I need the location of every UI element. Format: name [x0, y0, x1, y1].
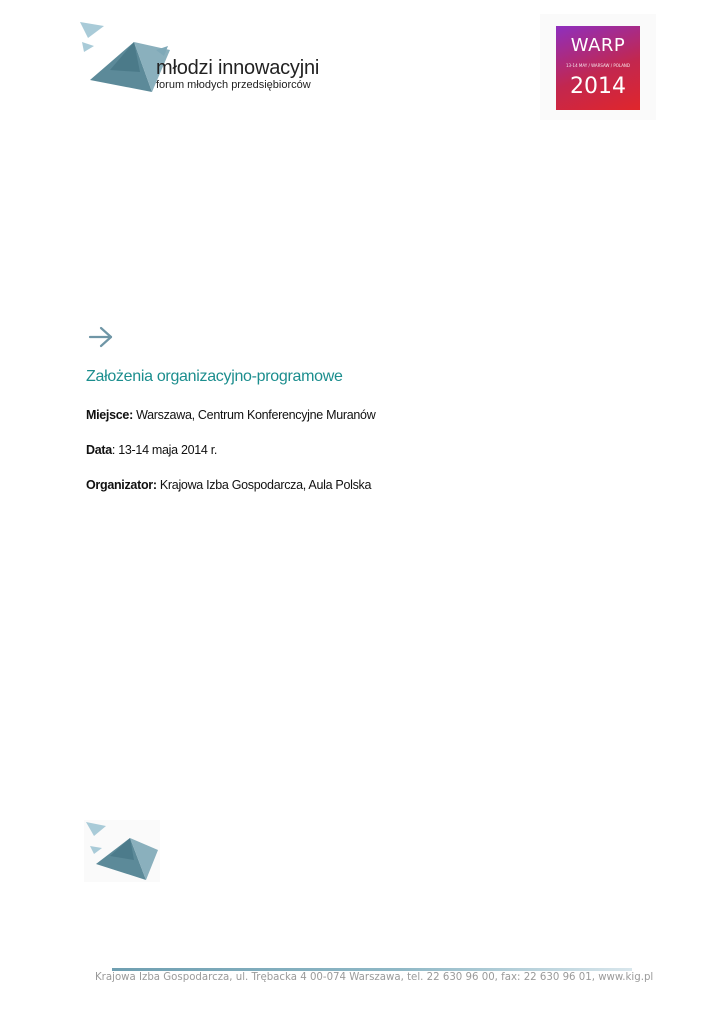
info-date-value: : 13-14 maja 2014 r. [111, 443, 218, 457]
footer-address: Krajowa Izba Gospodarcza, ul. Trębacka 4 00-074 Warszawa, tel. 22 630 96 00, fax: 22 630 96 01, www.kig.pl [95, 972, 654, 983]
info-place-label: Miejsce: [86, 408, 133, 422]
warp-2014-badge [556, 26, 640, 110]
info-organizer-value: Krajowa Izba Gospodarcza, Aula Polska [156, 478, 372, 492]
logo-subtitle: forum młodych przedsiębiorców [156, 79, 311, 91]
info-organizer-label: Organizator: [86, 478, 157, 492]
info-place-value: Warszawa, Centrum Konferencyjne Muranów [132, 408, 376, 422]
logo-title: młodzi innowacyjni [156, 57, 320, 79]
warp-badge-container [540, 14, 656, 120]
warp-year: 2014 [570, 74, 626, 99]
info-place [86, 408, 375, 422]
info-organizer [86, 478, 371, 492]
footer-divider [112, 968, 632, 971]
logo-triangles-icon [84, 820, 160, 882]
warp-date-line: 13-14 MAY / WARSAW / POLAND [565, 63, 631, 68]
info-date [86, 443, 217, 457]
warp-name: WARP [570, 35, 626, 56]
document-heading: Założenia organizacyjno-programowe [86, 368, 343, 385]
bottom-logo-mark [84, 820, 160, 882]
info-date-label: Data [86, 443, 112, 457]
arrow-right-icon [88, 326, 114, 353]
mlodzi-innowacyjni-logo [80, 20, 325, 95]
